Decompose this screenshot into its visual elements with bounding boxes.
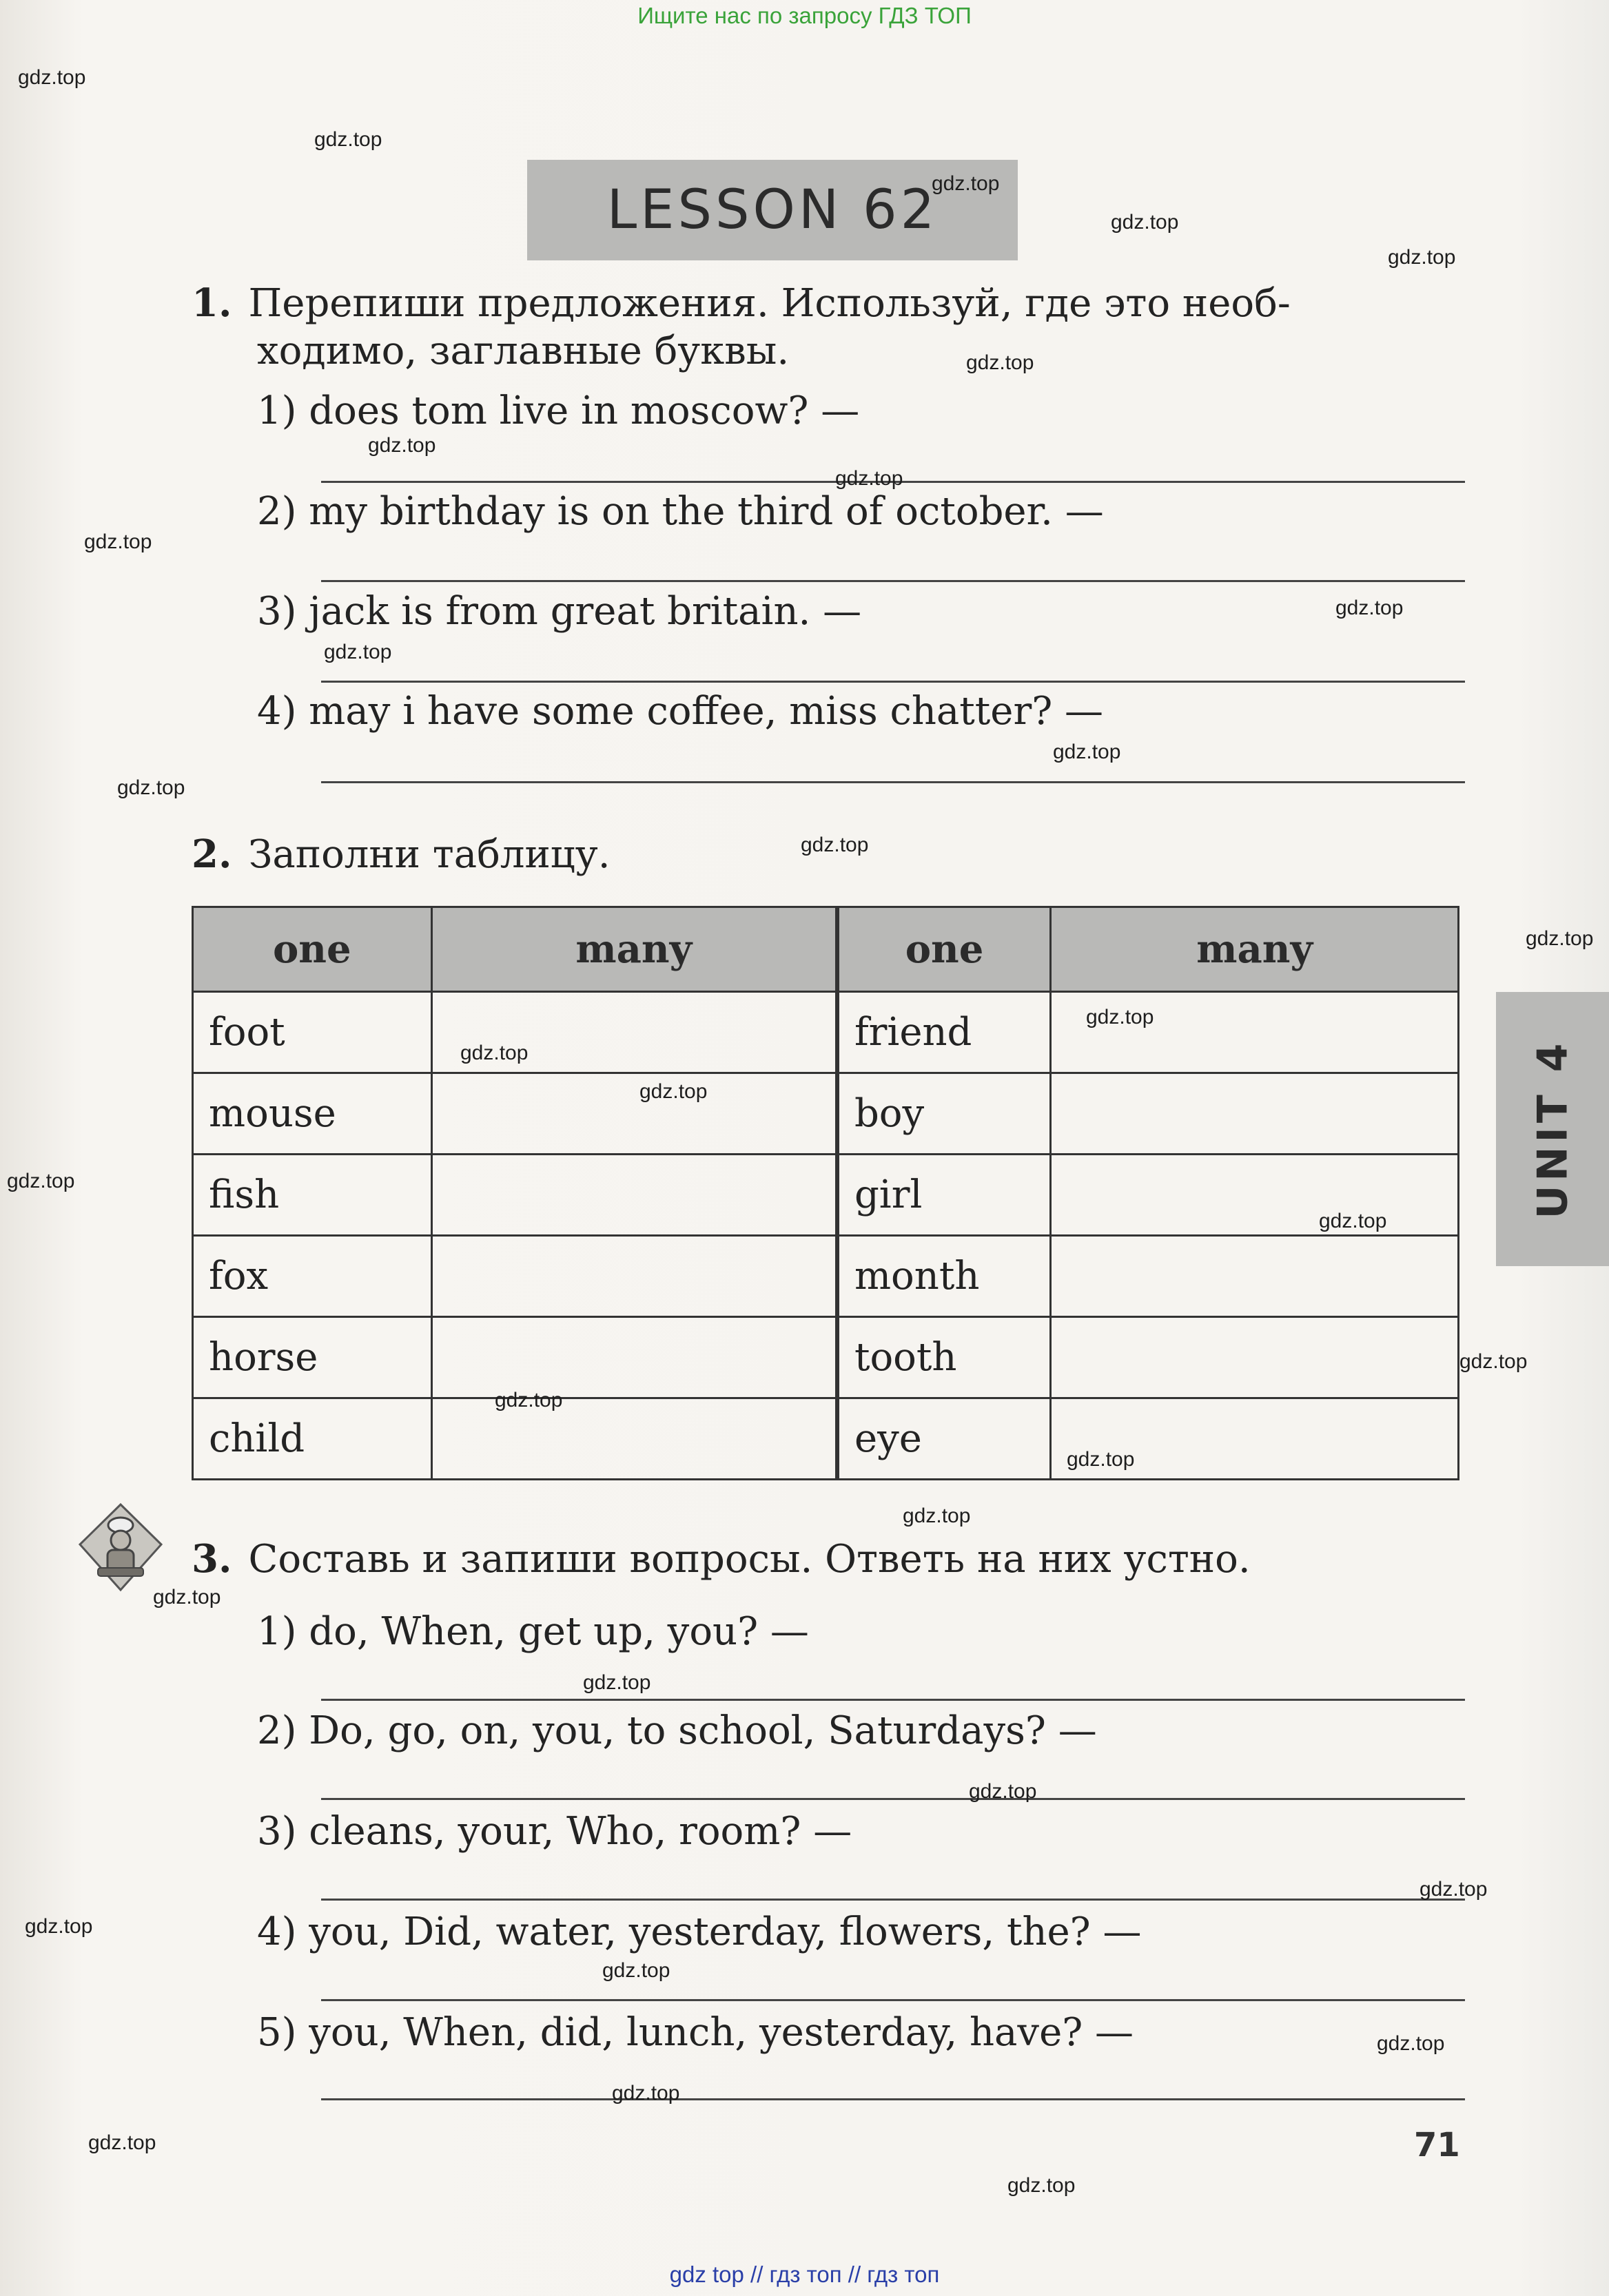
exercise-2-number: 2. [192, 831, 232, 877]
table-cell-many-input[interactable] [431, 1398, 837, 1480]
watermark: gdz.top [639, 1080, 708, 1103]
exercise-3-number: 3. [192, 1536, 232, 1582]
table-cell-one: eye [837, 1398, 1051, 1480]
exercise-1-item-2: 2) my birthday is on the third of october. — [257, 489, 1104, 534]
watermark: gdz.top [314, 128, 382, 151]
watermark: gdz.top [25, 1915, 93, 1938]
watermark: gdz.top [460, 1042, 529, 1064]
watermark: gdz.top [903, 1504, 971, 1527]
table-cell-one: horse [193, 1317, 432, 1398]
table-cell-many-input[interactable] [1051, 1073, 1459, 1155]
answer-line-1-3[interactable] [321, 681, 1465, 683]
exercise-3-item-5: 5) you, When, did, lunch, yesterday, have? — [257, 2010, 1134, 2055]
table-header-many: many [1051, 907, 1459, 992]
watermark: gdz.top [324, 641, 392, 663]
watermark: gdz.top [583, 1671, 651, 1694]
table-row [193, 1317, 1459, 1398]
table-cell-one: boy [837, 1073, 1051, 1155]
exercise-1-item-4: 4) may i have some coffee, miss chatter? — [257, 689, 1104, 734]
answer-line-3-5[interactable] [321, 2098, 1465, 2100]
watermark: gdz.top [1335, 597, 1404, 619]
table-header-row [193, 907, 1459, 992]
watermark: gdz.top [602, 1959, 670, 1982]
watermark: gdz.top [612, 2082, 680, 2104]
exercise-3-instruction [192, 1535, 1251, 1584]
exercise-1-instruction-line1: Перепиши предложения. Используй, где это необ- [248, 281, 1291, 326]
table-cell-many-input[interactable] [431, 1155, 837, 1236]
exercise-2-instruction [192, 830, 611, 879]
table-cell-many-input[interactable] [1051, 1155, 1459, 1236]
exercise-1-number: 1. [192, 280, 232, 326]
table-cell-one: mouse [193, 1073, 432, 1155]
watermark: gdz.top [1111, 211, 1179, 234]
table-cell-one: tooth [837, 1317, 1051, 1398]
answer-line-3-1[interactable] [321, 1699, 1465, 1701]
table-cell-many-input[interactable] [431, 1236, 837, 1317]
unit-label: UNIT 4 [1528, 1039, 1577, 1219]
table-cell-one: month [837, 1236, 1051, 1317]
exercise-3-item-1: 1) do, When, get up, you? — [257, 1609, 809, 1654]
watermark: gdz.top [932, 172, 1000, 195]
exercise-2-instruction-text: Заполни таблицу. [248, 832, 611, 877]
answer-line-1-2[interactable] [321, 580, 1465, 582]
watermark: gdz.top [1526, 927, 1594, 950]
watermark: gdz.top [835, 467, 903, 490]
watermark: gdz.top [801, 834, 869, 856]
table-cell-many-input[interactable] [1051, 1317, 1459, 1398]
table-cell-one: foot [193, 992, 432, 1073]
bottom-banner-link[interactable]: gdz top // гдз топ // гдз топ [669, 2262, 940, 2287]
watermark: gdz.top [1420, 1878, 1488, 1901]
table-cell-one: fox [193, 1236, 432, 1317]
exercise-3-item-4: 4) you, Did, water, yesterday, flowers, the? — [257, 1910, 1142, 1954]
page-number: 71 [1414, 2126, 1460, 2164]
cook-icon [77, 1502, 164, 1593]
exercise-1-instruction [192, 279, 1291, 328]
nouns-table [192, 906, 1459, 1480]
table-cell-many-input[interactable] [1051, 1236, 1459, 1317]
exercise-3-item-3: 3) cleans, your, Who, room? — [257, 1809, 852, 1854]
table-cell-many-input[interactable] [431, 1317, 837, 1398]
watermark: gdz.top [1377, 2032, 1445, 2055]
answer-line-1-4[interactable] [321, 781, 1465, 783]
answer-line-3-4[interactable] [321, 1999, 1465, 2001]
table-cell-one: girl [837, 1155, 1051, 1236]
table-row [193, 1236, 1459, 1317]
table-cell-many-input[interactable] [1051, 992, 1459, 1073]
exercise-1-item-1: 1) does tom live in moscow? — [257, 389, 860, 433]
exercise-3-item-2: 2) Do, go, on, you, to school, Saturdays? — [257, 1708, 1097, 1753]
lesson-title: LESSON 62 [606, 179, 939, 241]
watermark: gdz.top [1388, 246, 1456, 269]
table-row [193, 1073, 1459, 1155]
watermark: gdz.top [969, 1780, 1037, 1803]
unit-tab [1496, 992, 1609, 1266]
watermark: gdz.top [84, 530, 152, 553]
watermark: gdz.top [117, 776, 185, 799]
watermark: gdz.top [1053, 741, 1121, 763]
watermark: gdz.top [1067, 1448, 1135, 1471]
top-banner-link[interactable]: Ищите нас по запросу ГДЗ ТОП [637, 3, 972, 28]
watermark: gdz.top [1086, 1006, 1154, 1028]
answer-line-3-2[interactable] [321, 1798, 1465, 1800]
exercise-3-instruction-text: Составь и запиши вопросы. Ответь на них устно. [248, 1537, 1251, 1582]
table-header-one: one [193, 907, 432, 992]
watermark: gdz.top [368, 434, 436, 457]
watermark: gdz.top [966, 351, 1034, 374]
exercise-1-instruction-line2: ходимо, заглавные буквы. [257, 329, 790, 373]
exercise-1-item-3: 3) jack is from great britain. — [257, 589, 862, 634]
table-header-many: many [431, 907, 837, 992]
watermark: gdz.top [153, 1586, 221, 1609]
watermark: gdz.top [1007, 2174, 1076, 2197]
watermark: gdz.top [1319, 1210, 1387, 1232]
table-header-one: one [837, 907, 1051, 992]
table-row [193, 1398, 1459, 1480]
watermark: gdz.top [18, 66, 86, 89]
table-row [193, 1155, 1459, 1236]
table-row [193, 992, 1459, 1073]
watermark: gdz.top [495, 1389, 563, 1411]
table-cell-one: friend [837, 992, 1051, 1073]
watermark: gdz.top [1459, 1350, 1528, 1373]
watermark: gdz.top [88, 2131, 156, 2154]
table-cell-many-input[interactable] [431, 1073, 837, 1155]
answer-line-3-3[interactable] [321, 1899, 1465, 1901]
watermark: gdz.top [7, 1170, 75, 1192]
table-cell-one: fish [193, 1155, 432, 1236]
table-cell-one: child [193, 1398, 432, 1480]
